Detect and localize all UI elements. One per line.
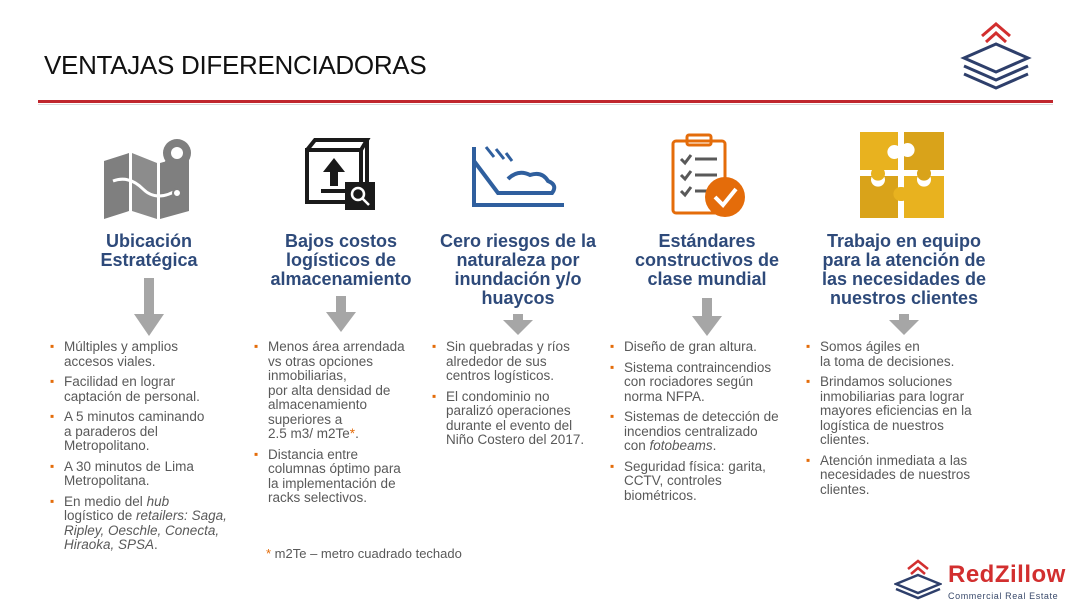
arrow-down-icon [503, 314, 533, 336]
column-title: Bajos costos logísticos de almacenamiento [270, 231, 412, 289]
map-pin-icon [99, 131, 199, 221]
arrow-down-icon [692, 298, 722, 338]
list-item: ▪ Menos área arrendada vs otras opciones inmobiliarias, por alta densidad de almacenamiento superiores a 2.5 m3/ m2Te*. [252, 340, 432, 442]
checklist-icon [665, 131, 749, 221]
list-item: ▪ El condominio no paralizó operaciones durante el evento del Niño Costero del 2017. [430, 390, 610, 448]
bullet-list-ubicacion [48, 340, 258, 559]
bullet-list-riesgos [430, 340, 610, 454]
bullet-list-costos [252, 340, 432, 512]
arrow-down-icon [889, 314, 919, 336]
list-item: ▪ A 30 minutos de Lima Metropolitana. [48, 460, 258, 489]
bullet-list-estandares [608, 340, 802, 509]
title-divider [38, 100, 1053, 103]
list-item: ▪ Sistema contraincendios con rociadores según norma NFPA. [608, 361, 802, 405]
list-item: ▪ Diseño de gran altura. [608, 340, 802, 355]
brand-tagline: Commercial Real Estate [948, 591, 1059, 601]
brand-name: RedZillow [948, 561, 1066, 588]
list-item: ▪ Sin quebradas y ríos alrededor de sus centros logísticos. [430, 340, 610, 384]
arrow-down-icon [326, 296, 356, 334]
column-title: Ubicación Estratégica [100, 231, 198, 270]
slide-title: VENTAJAS DIFERENCIADORAS [44, 50, 427, 80]
list-item: ▪ Somos ágiles en la toma de decisiones. [804, 340, 1004, 369]
column-title: Estándares constructivos de clase mundial [634, 231, 780, 289]
brand-logo [892, 555, 1082, 605]
list-item: ▪ Facilidad en lograr captación de personal. [48, 375, 258, 404]
landslide-icon [468, 141, 568, 211]
list-item: ▪ Brindamos soluciones inmobiliarias para lograr mayores eficiencias en la logística de nuestros clientes. [804, 375, 1004, 448]
brand-logo-icon [960, 18, 1032, 90]
list-item: ▪ Atención inmediata a las necesidades de nuestros clientes. [804, 454, 1004, 498]
puzzle-icon [854, 126, 954, 226]
list-item: ▪ Seguridad física: garita, CCTV, controles biométricos. [608, 460, 802, 504]
column-title: Cero riesgos de la naturaleza por inundación y/o huaycos [439, 231, 597, 308]
title-divider-shadow [38, 104, 1053, 105]
brand-mark-icon [894, 557, 942, 603]
arrow-down-icon [134, 278, 164, 338]
list-item: ▪ A 5 minutos caminando a paraderos del Metropolitano. [48, 410, 258, 454]
list-item: ▪ Sistemas de detección de incendios centralizado con fotobeams. [608, 410, 802, 454]
column-title: Trabajo en equipo para la atención de las necesidades de nuestros clientes [821, 231, 987, 308]
list-item: ▪ En medio del hub logístico de retailers: Saga, Ripley, Oeschle, Conecta, Hiraoka, SPSA. [48, 495, 258, 553]
bullet-list-trabajo [804, 340, 1004, 503]
list-item: ▪ Distancia entre columnas óptimo para la implementación de racks selectivos. [252, 448, 432, 506]
footnote: * m2Te – metro cuadrado techado [266, 546, 462, 561]
warehouse-box-search-icon [301, 136, 381, 216]
list-item: ▪ Múltiples y amplios accesos viales. [48, 340, 258, 369]
